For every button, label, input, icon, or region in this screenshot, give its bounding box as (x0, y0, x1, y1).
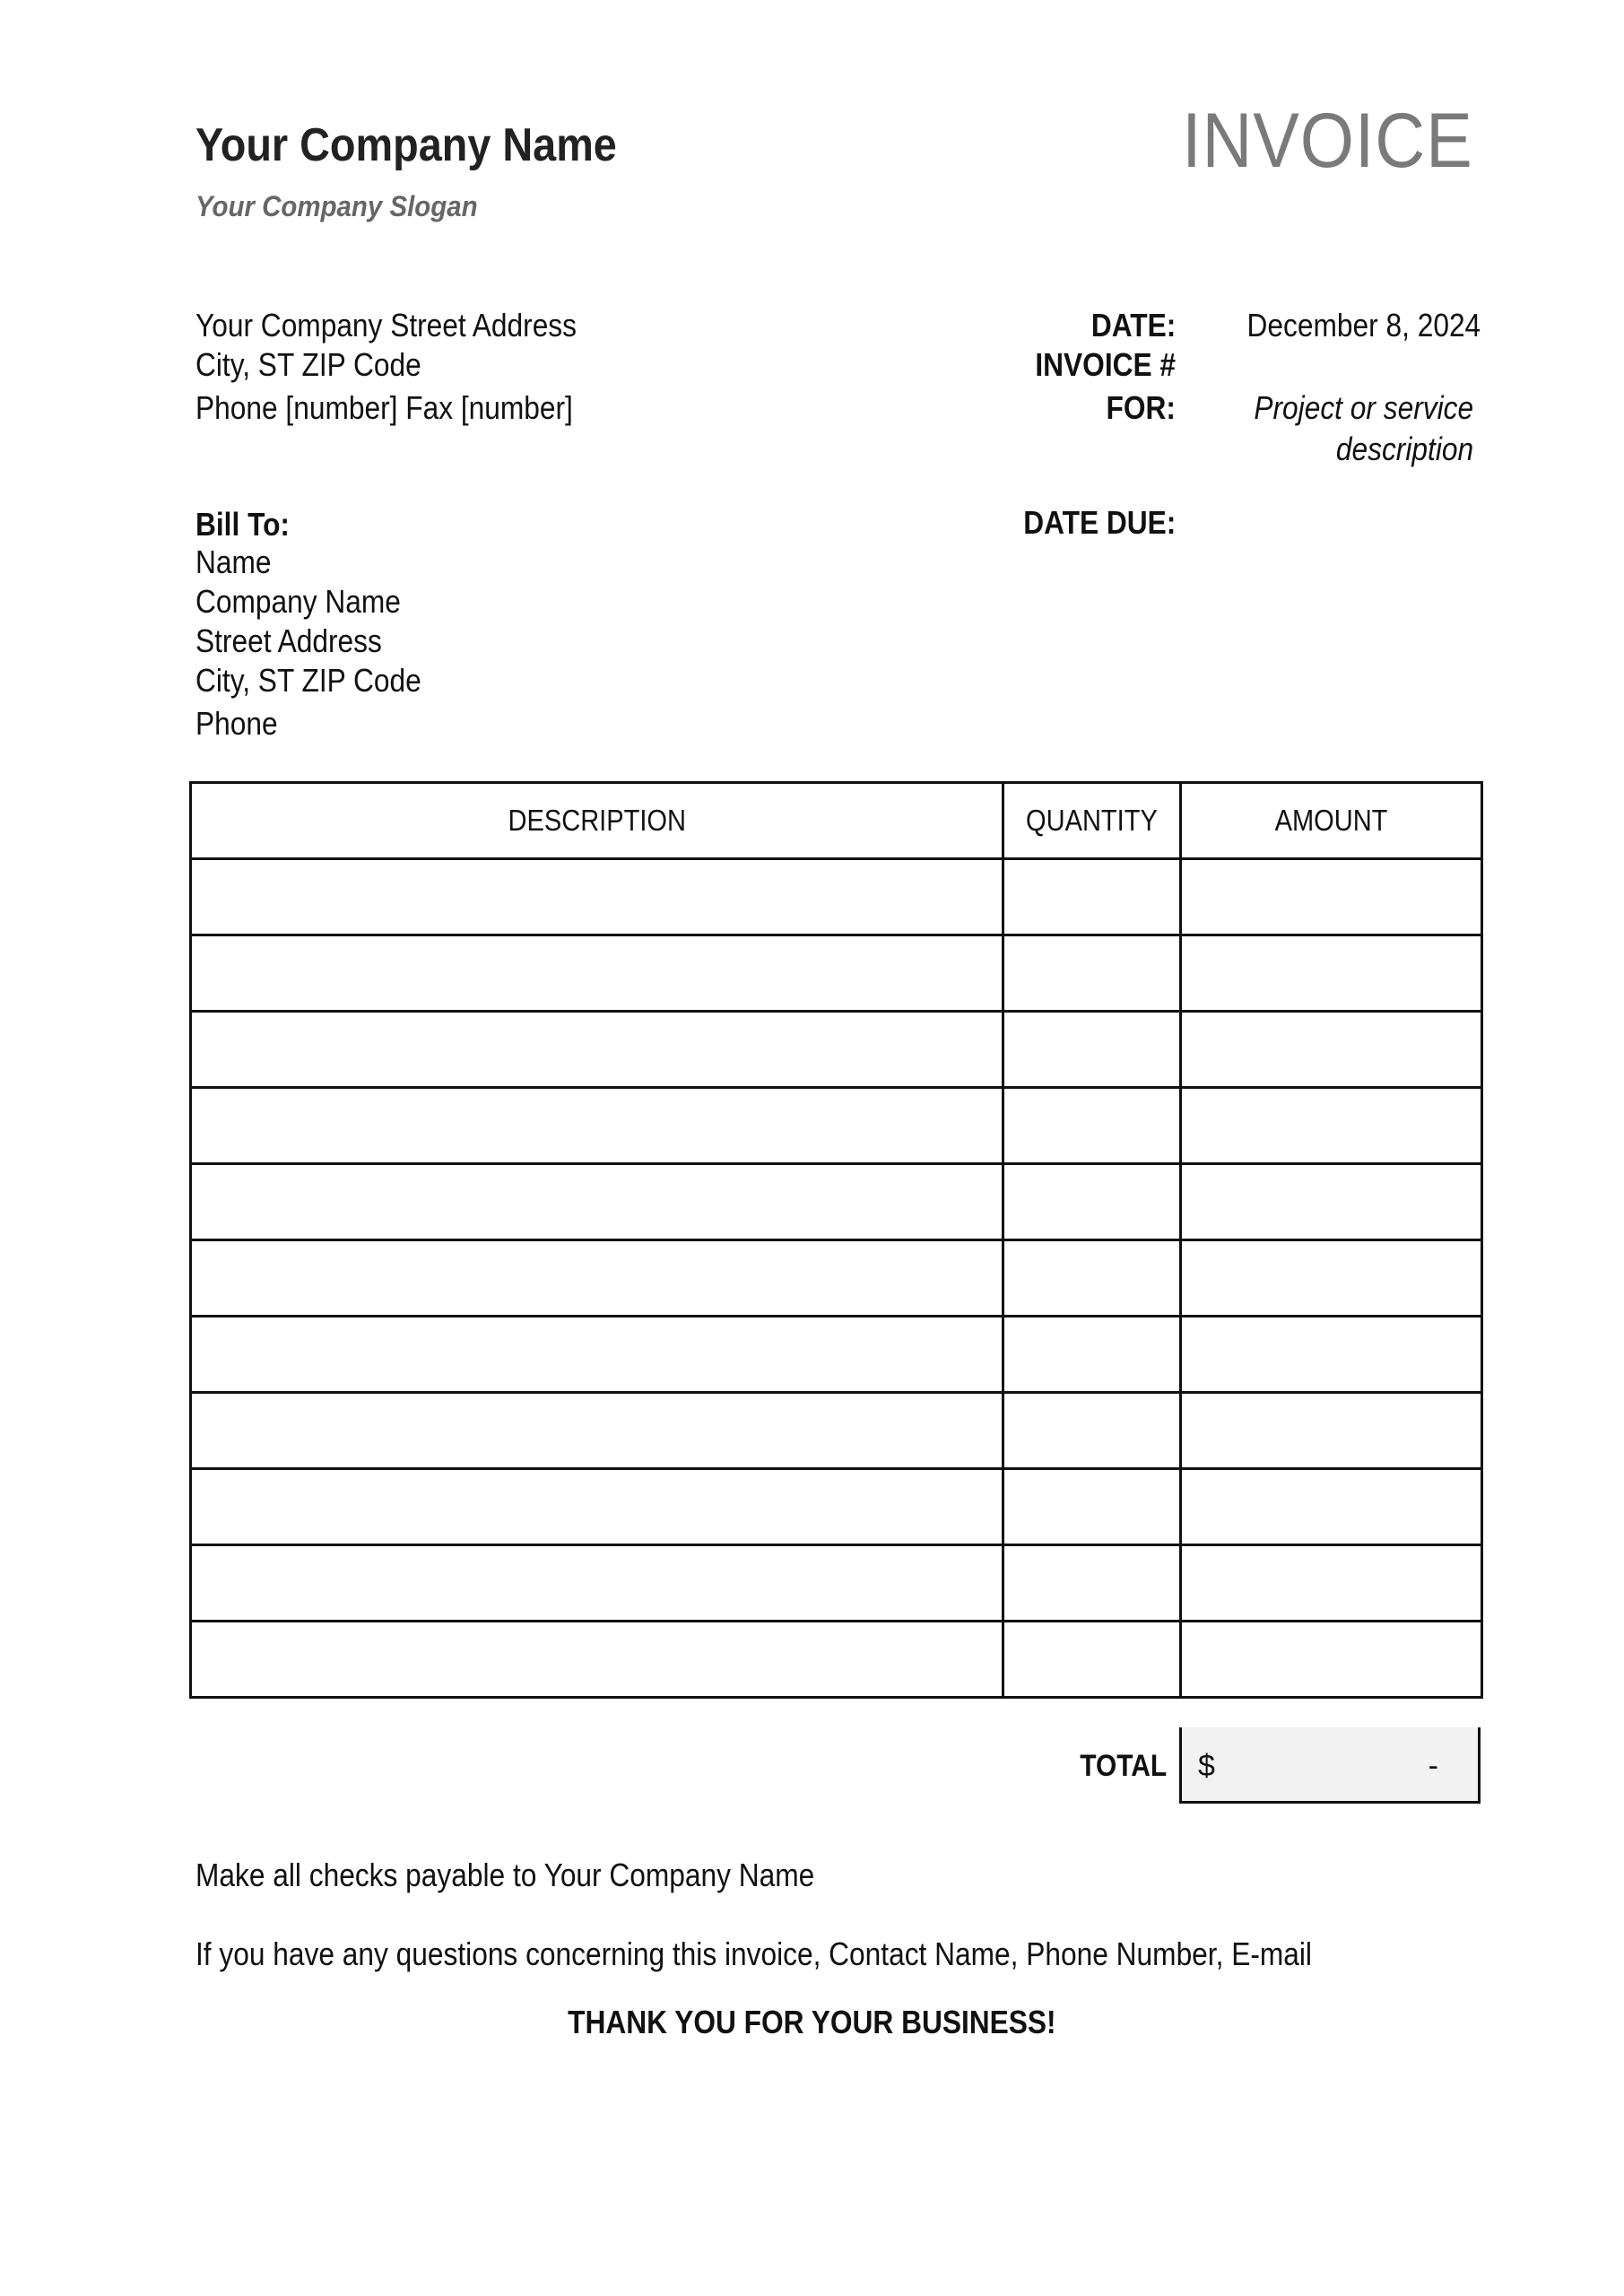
line-items-table (189, 781, 1483, 1699)
quantity-cell[interactable] (1003, 1088, 1181, 1164)
table-row (191, 1545, 1482, 1622)
bill-to-name: Name (195, 544, 272, 580)
description-cell[interactable] (191, 1240, 1003, 1317)
quantity-cell[interactable] (1003, 1393, 1181, 1469)
table-row (191, 935, 1482, 1012)
amount-cell[interactable] (1181, 1012, 1482, 1088)
bill-to-street: Street Address (195, 622, 382, 659)
description-cell[interactable] (191, 935, 1003, 1012)
table-row (191, 1622, 1482, 1698)
amount-cell[interactable] (1181, 1393, 1482, 1469)
company-city-line: City, ST ZIP Code (195, 346, 421, 383)
quantity-cell[interactable] (1003, 859, 1181, 935)
column-header-quantity: QUANTITY (1003, 783, 1181, 859)
table-row (191, 1393, 1482, 1469)
description-cell[interactable] (191, 1545, 1003, 1622)
description-cell[interactable] (191, 1317, 1003, 1393)
quantity-cell[interactable] (1003, 1317, 1181, 1393)
checks-payable-note: Make all checks payable to Your Company Name (195, 1857, 815, 1893)
description-cell[interactable] (191, 1393, 1003, 1469)
invoice-title: INVOICE (1182, 98, 1473, 184)
table-row (191, 1240, 1482, 1317)
company-street: Your Company Street Address (195, 307, 577, 344)
company-name: Your Company Name (195, 119, 617, 171)
table-row (191, 1469, 1482, 1545)
column-header-description: DESCRIPTION (191, 783, 1003, 859)
date-due-label: DATE DUE: (1022, 504, 1176, 541)
amount-cell[interactable] (1181, 1240, 1482, 1317)
total-currency: $ (1198, 1749, 1215, 1783)
company-slogan: Your Company Slogan (195, 190, 478, 222)
amount-cell[interactable] (1181, 1317, 1482, 1393)
quantity-cell[interactable] (1003, 1164, 1181, 1240)
table-row (191, 1012, 1482, 1088)
table-row (191, 859, 1482, 935)
total-amount-box[interactable] (1179, 1727, 1481, 1804)
quantity-cell[interactable] (1003, 1012, 1181, 1088)
table-row (191, 1164, 1482, 1240)
table-header-row (191, 783, 1482, 859)
table-row (191, 1317, 1482, 1393)
bill-to-city-line: City, ST ZIP Code (195, 662, 421, 699)
amount-cell[interactable] (1181, 1469, 1482, 1545)
questions-contact-note: If you have any questions concerning this invoice, Contact Name, Phone Number, E-mail (195, 1935, 1312, 1972)
total-value: - (1428, 1749, 1438, 1783)
for-label: FOR: (1106, 389, 1176, 426)
bill-to-phone: Phone (195, 705, 278, 742)
invoice-number-label: INVOICE # (1035, 346, 1176, 383)
bill-to-title: Bill To: (195, 506, 290, 543)
date-label: DATE: (1090, 307, 1176, 344)
description-cell[interactable] (191, 859, 1003, 935)
amount-cell[interactable] (1181, 1088, 1482, 1164)
for-value-line1: Project or service (1254, 389, 1473, 426)
amount-cell[interactable] (1181, 935, 1482, 1012)
description-cell[interactable] (191, 1164, 1003, 1240)
quantity-cell[interactable] (1003, 1545, 1181, 1622)
description-cell[interactable] (191, 1012, 1003, 1088)
quantity-cell[interactable] (1003, 1240, 1181, 1317)
bill-to-company: Company Name (195, 583, 401, 620)
column-header-amount: AMOUNT (1181, 783, 1482, 859)
company-phone-fax: Phone [number] Fax [number] (195, 389, 573, 426)
amount-cell[interactable] (1181, 859, 1482, 935)
amount-cell[interactable] (1181, 1164, 1482, 1240)
description-cell[interactable] (191, 1622, 1003, 1698)
quantity-cell[interactable] (1003, 935, 1181, 1012)
total-label: TOTAL (1080, 1749, 1167, 1783)
description-cell[interactable] (191, 1469, 1003, 1545)
quantity-cell[interactable] (1003, 1469, 1181, 1545)
description-cell[interactable] (191, 1088, 1003, 1164)
thank-you-message: THANK YOU FOR YOUR BUSINESS! (568, 2004, 1056, 2040)
table-row (191, 1088, 1482, 1164)
for-value-line2: description (1335, 430, 1473, 467)
quantity-cell[interactable] (1003, 1622, 1181, 1698)
amount-cell[interactable] (1181, 1545, 1482, 1622)
amount-cell[interactable] (1181, 1622, 1482, 1698)
date-value: December 8, 2024 (1246, 307, 1481, 344)
